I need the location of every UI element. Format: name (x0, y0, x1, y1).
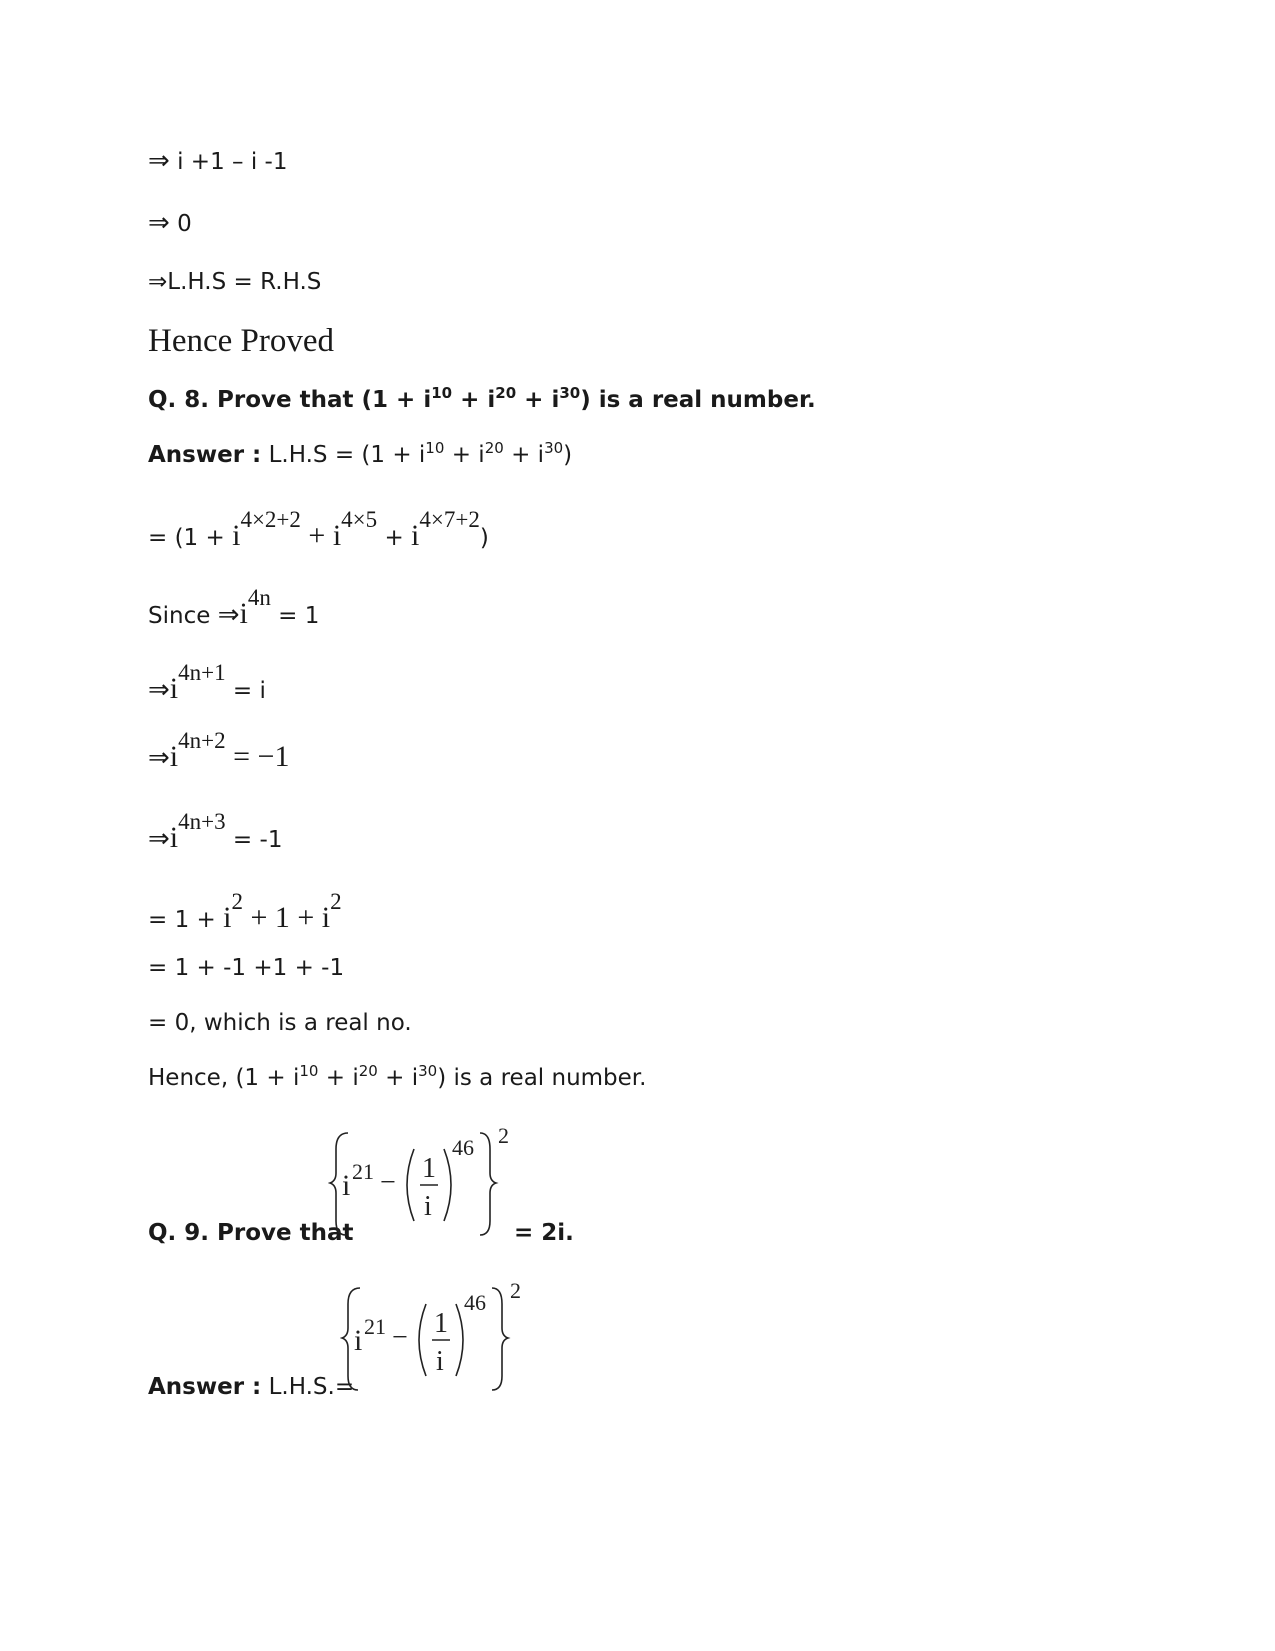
since-exp: 4n (247, 585, 271, 610)
step-line-1 (148, 148, 287, 174)
sum-prefix: = 1 + (148, 907, 224, 933)
right-brace-icon (480, 1133, 496, 1235)
answer-label: Answer : (148, 442, 262, 468)
concl-text-1: Hence, (1 + i (148, 1065, 300, 1091)
sum-exp-1: 2 (231, 889, 243, 914)
implies-symbol: ⇒ (148, 269, 168, 295)
rule-line-2 (148, 728, 290, 773)
since-eq: = 1 (270, 603, 320, 629)
sum-mid: + 1 + (242, 901, 322, 934)
formula-i-exp: 21 (364, 1314, 386, 1339)
sum-exp-2: 2 (330, 889, 342, 914)
expansion-prefix: = (1 + (148, 525, 233, 551)
rule-line-1 (148, 660, 266, 705)
formula-num: 1 (434, 1308, 448, 1339)
formula-den: i (424, 1191, 432, 1222)
left-paren-icon (407, 1149, 414, 1221)
left-paren-icon (419, 1304, 426, 1376)
hence-proved-text: Hence Proved (148, 323, 335, 359)
eval-line-2: = 0, which is a real no. (148, 1010, 412, 1036)
q8-text-1: Q. 8. Prove that (1 + i (148, 387, 432, 413)
question-9-label: Q. 9. Prove that (148, 1220, 354, 1246)
expansion-base-1: i (232, 519, 241, 552)
answer-exp-1: 10 (425, 439, 445, 457)
q9-formula (328, 1125, 528, 1253)
rule-line-3 (148, 809, 283, 854)
expansion-close: ) (479, 525, 489, 551)
answer-text: L.H.S.= (261, 1374, 355, 1400)
rule2-exp: 4n+2 (178, 728, 226, 753)
implies-arrow-icon: ⇒ (148, 146, 170, 176)
rule2-eq: = −1 (225, 740, 290, 773)
rule3-exp: 4n+3 (178, 809, 226, 834)
expansion-exp-2: 4×5 (341, 507, 378, 532)
formula-i: i (354, 1324, 363, 1357)
right-paren-icon (444, 1149, 451, 1221)
step-text: i +1 – i -1 (177, 149, 288, 175)
expansion-base-2: i (332, 519, 342, 552)
concl-text-4: ) is a real number. (437, 1065, 647, 1091)
sum-i-1: i (223, 901, 232, 934)
sum-line (148, 889, 342, 934)
rule1-base: i (169, 672, 179, 705)
expansion-base-3: i (411, 519, 420, 552)
expansion-exp-3: 4×7+2 (419, 507, 480, 532)
concl-exp-2: 20 (358, 1062, 378, 1080)
rule3-eq: = -1 (225, 827, 283, 853)
q8-text-3: + i (516, 387, 560, 413)
concl-exp-1: 10 (299, 1062, 319, 1080)
rule3-base: i (169, 821, 179, 854)
step-line-2 (148, 210, 192, 236)
right-paren-icon (456, 1304, 463, 1376)
q8-exp-1: 10 (431, 384, 453, 402)
concl-exp-3: 30 (418, 1062, 438, 1080)
formula-num: 1 (422, 1153, 436, 1184)
answer-text-1: L.H.S = (1 + i (261, 442, 426, 468)
step-text: 0 (177, 211, 192, 237)
since-line (148, 585, 320, 630)
implies-arrow-icon: ⇒ (148, 824, 170, 854)
question-8 (148, 384, 816, 413)
implies-arrow-icon: ⇒ (148, 675, 170, 705)
implies-arrow-icon: ⇒ (148, 208, 170, 238)
q8-answer-line (148, 439, 573, 468)
formula-outer-exp: 2 (510, 1280, 521, 1303)
q9-answer-formula (340, 1280, 540, 1408)
formula-minus: − (380, 1167, 396, 1198)
formula-paren-exp: 46 (464, 1290, 486, 1315)
step-line-3 (148, 271, 321, 294)
formula-outer-exp: 2 (498, 1125, 509, 1148)
answer-exp-3: 30 (544, 439, 564, 457)
implies-arrow-icon: ⇒ (148, 743, 170, 773)
q8-text-4: ) is a real number. (580, 387, 816, 413)
answer-exp-2: 20 (484, 439, 504, 457)
rule2-base: i (169, 740, 179, 773)
q9-answer-line (148, 1376, 354, 1399)
concl-text-2: + i (318, 1065, 359, 1091)
expansion-exp-1: 4×2+2 (240, 507, 301, 532)
formula-minus: − (392, 1322, 408, 1353)
answer-text-4: ) (563, 442, 573, 468)
expansion-plus-2: + (377, 525, 412, 551)
sum-i-2: i (321, 901, 331, 934)
implies-arrow-icon: ⇒ (217, 600, 240, 630)
rule1-exp: 4n+1 (178, 660, 226, 685)
q8-expansion-line (148, 507, 489, 552)
formula-den: i (436, 1346, 444, 1377)
expansion-plus-1: + (300, 519, 333, 552)
answer-text-2: + i (444, 442, 485, 468)
q8-text-2: + i (452, 387, 496, 413)
q8-conclusion (148, 1062, 647, 1091)
answer-text-3: + i (503, 442, 545, 468)
rule1-eq: = i (225, 678, 266, 704)
concl-text-3: + i (377, 1065, 419, 1091)
question-9-rhs: = 2i. (514, 1220, 574, 1246)
since-base: i (239, 597, 248, 630)
q8-exp-2: 20 (495, 384, 517, 402)
formula-i-exp: 21 (352, 1159, 374, 1184)
formula-paren-exp: 46 (452, 1135, 474, 1160)
answer-label: Answer : (148, 1374, 262, 1400)
eval-line-1: = 1 + -1 +1 + -1 (148, 955, 345, 981)
right-brace-icon (492, 1288, 508, 1390)
since-label: Since (148, 603, 218, 629)
formula-i: i (342, 1169, 351, 1202)
q8-exp-3: 30 (559, 384, 581, 402)
step-text: L.H.S = R.H.S (167, 269, 322, 295)
